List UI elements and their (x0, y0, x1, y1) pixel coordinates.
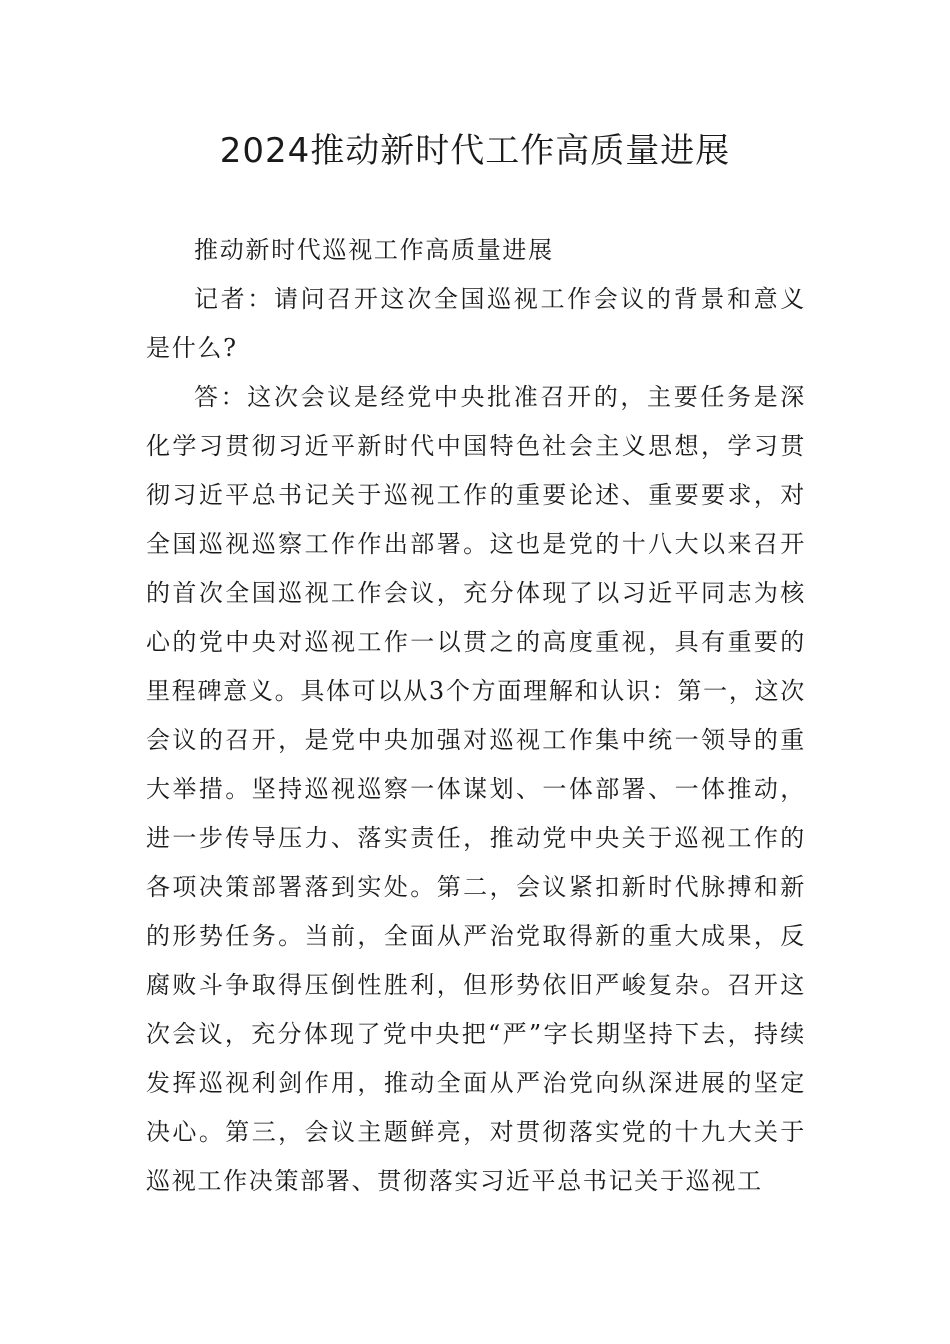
document-body (146, 226, 806, 1206)
body-paragraph-answer: 答：这次会议是经党中央批准召开的，主要任务是深化学习贯彻习近平新时代中国特色社会主义思想，学习贯彻习近平总书记关于巡视工作的重要论述、重要要求，对全国巡视巡察工作作出部署。这也是党的十八大以来召开的首次全国巡视工作会议，充分体现了以习近平同志为核心的党中央对巡视工作一以贯之的高度重视，具有重要的里程碑意义。具体可以从3个方面理解和认识：第一，这次会议的召开，是党中央加强对巡视工作集中统一领导的重大举措。坚持巡视巡察一体谋划、一体部署、一体推动，进一步传导压力、落实责任，推动党中央关于巡视工作的各项决策部署落到实处。第二，会议紧扣新时代脉搏和新的形势任务。当前，全面从严治党取得新的重大成果，反腐败斗争取得压倒性胜利，但形势依旧严峻复杂。召开这次会议，充分体现了党中央把“严”字长期坚持下去，持续发挥巡视利剑作用，推动全面从严治党向纵深进展的坚定决心。第三，会议主题鲜亮，对贯彻落实党的十九大关于巡视工作决策部署、贯彻落实习近平总书记关于巡视工 (146, 383, 806, 1195)
document-title: 2024推动新时代工作高质量进展 (219, 131, 731, 171)
body-paragraph-subtitle: 推动新时代巡视工作高质量进展 (194, 236, 554, 264)
body-paragraph-question: 记者：请问召开这次全国巡视工作会议的背景和意义是什么? (146, 285, 806, 362)
